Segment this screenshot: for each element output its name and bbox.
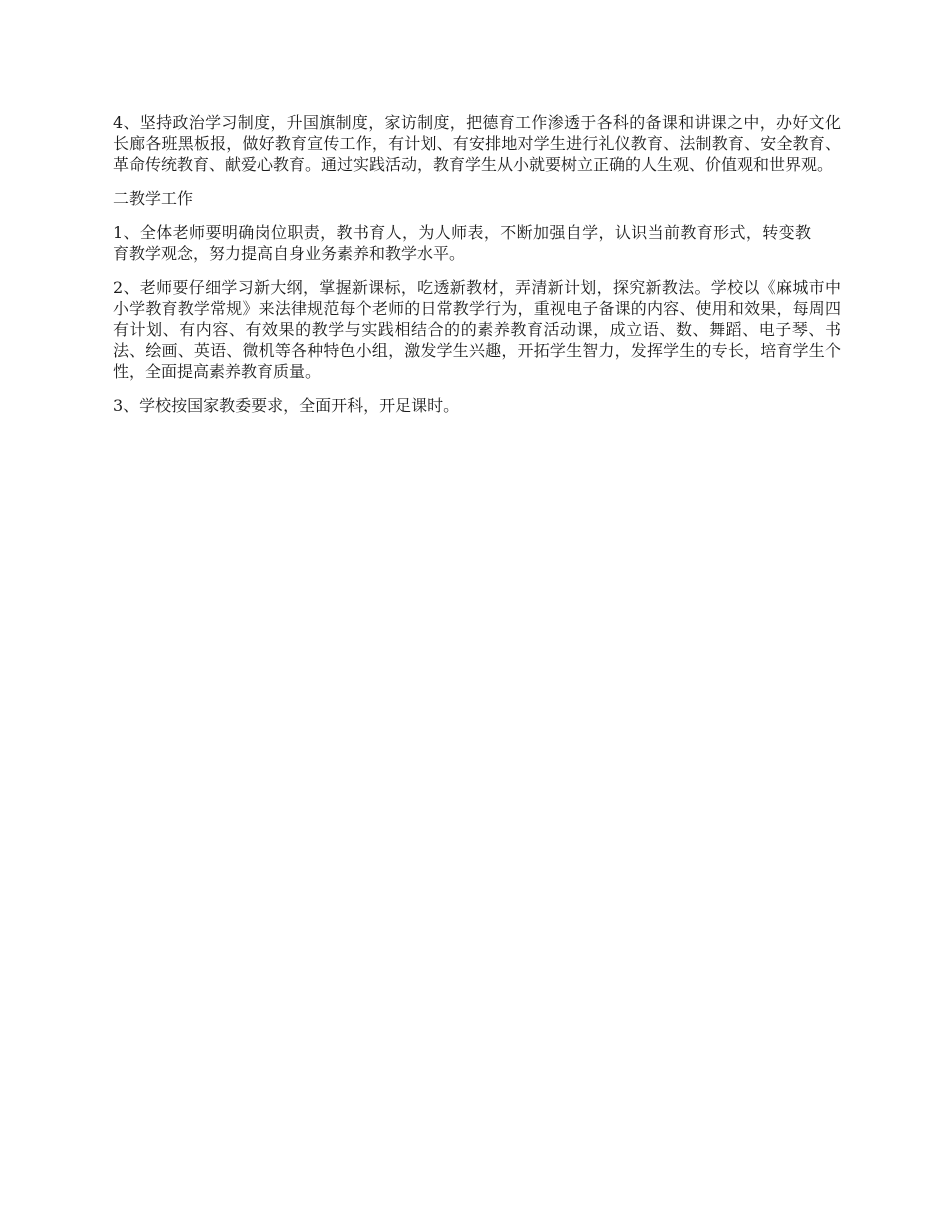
paragraph-teaching-item-2: 2、老师要仔细学习新大纲，掌握新课标，吃透新教材，弄清新计划，探究新教法。学校以《麻城市中小学教育教学常规》来法律规范每个老师的日常教学行为，重视电子备课的内容、使用和效果，每周四有计划、有内容、有效果的教学与实践相结合的的素养教育活动课，成立语、数、舞蹈、电子琴、书法、绘画、英语、微机等各种特色小组，激发学生兴趣，开拓学生智力，发挥学生的专长，培育学生个性，全面提高素养教育质量。 bbox=[113, 278, 841, 381]
paragraph-teaching-item-3: 3、学校按国家教委要求，全面开科，开足课时。 bbox=[113, 396, 460, 415]
paragraph-moral-education-item-4: 4、坚持政治学习制度，升国旗制度，家访制度，把德育工作渗透于各科的备课和讲课之中，办好文化长廊各班黑板报，做好教育宣传工作，有计划、有安排地对学生进行礼仪教育、法制教育、安全教育、革命传统教育、献爱心教育。通过实践活动，教育学生从小就要树立正确的人生观、价值观和世界观。 bbox=[113, 113, 841, 174]
section-heading-teaching-work: 二教学工作 bbox=[113, 189, 194, 208]
document-body bbox=[113, 112, 841, 429]
paragraph-teaching-item-1: 1、全体老师要明确岗位职责，教书育人，为人师表，不断加强自学，认识当前教育形式，转变教育教学观念，努力提高自身业务素养和教学水平。 bbox=[113, 223, 811, 263]
